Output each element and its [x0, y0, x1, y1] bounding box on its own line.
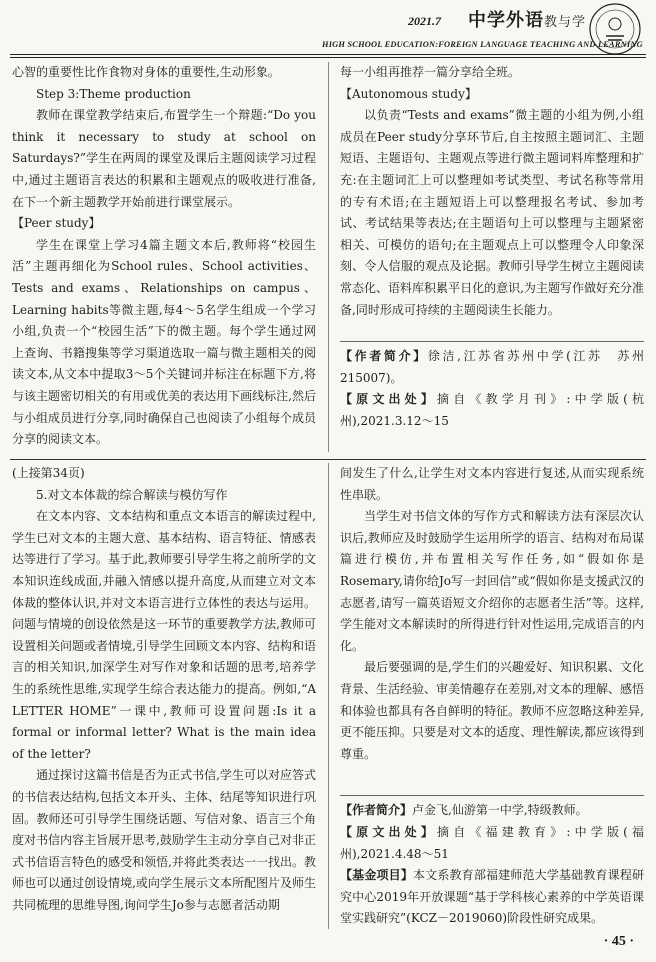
fund-info [340, 865, 644, 930]
top-left-column [12, 62, 316, 451]
source-text: 摘自《教学月刊》:中学版(杭州),2021.3.12～15 [340, 392, 644, 428]
source-label: 【原文出处】 [340, 392, 438, 407]
journal-english-title: HIGH SCHOOL EDUCATION:FOREIGN LANGUAGE TEACHING AND LEARNING [322, 40, 643, 49]
source-label: 【原文出处】 [340, 824, 438, 839]
author-info [340, 800, 644, 822]
author-label: 【作者简介】 [340, 803, 413, 818]
journal-title [468, 6, 586, 32]
column-divider [328, 463, 329, 929]
author-rule [340, 341, 644, 342]
paragraph: 通过探讨这篇书信是否为正式书信,学生可以对应答式的书信表达结构,包括文本开头、主体、结尾等知识进行巩固。教师还可引导学生围绕话题、写信对象、语言三个角度对书信内容主旨展开思考,鼓励学生主动分享自己对非正式书信语言特色的感受和领悟,并将此类表达一一找出。教师也可以通过创设情境,或向学生展示文本所配图片及师生共同梳理的思维导图,询问学生Jo参与志愿者活动期 [12, 768, 316, 912]
top-right-column [340, 62, 656, 433]
section-heading: 5.对文本体裁的综合解读与模仿写作 [36, 487, 228, 502]
author-text: 卢金飞,仙游第一中学,特级教师。 [412, 803, 588, 818]
paragraph: 每一小组再推荐一篇分享给全班。 [340, 65, 521, 79]
issue-number: 2021.7 [408, 14, 441, 28]
section-tag-autonomous-study: 【Autonomous study】 [340, 86, 477, 101]
paragraph: 教师在课堂教学结束后,布置学生一个辩题:“Do you think it necessary to study at school on Saturdays?”学生在两周的课堂及课后主题阅读学习过程中,通过主题语言表达的积累和主题观点的吸收进行准备,在下一个新主题教学开始前进行课堂展示。 [12, 108, 316, 209]
bottom-left-column [12, 463, 316, 916]
author-info [340, 346, 656, 389]
section-tag-peer-study: 【Peer study】 [12, 216, 101, 231]
header-rule-thin [10, 57, 646, 58]
source-info [340, 389, 644, 432]
source-text: 摘自《福建教育》:中学版(福州),2021.4.48～51 [340, 824, 644, 861]
fund-label: 【基金项目】 [340, 868, 413, 883]
journal-title-suffix: 教与学 [544, 15, 587, 30]
bottom-right-column [340, 463, 644, 930]
paragraph: 当学生对书信文体的写作方式和解读方法有深层次认识后,教师应及时鼓励学生运用所学的语言、结构对布局谋篇进行模仿,并布置相关写作任务,如“假如你是Rosemary,请你给Jo写一封回信”或“假如你是支援武汉的志愿者,请写一篇英语短文介绍你的志愿者生活”等。这样,学生能对文本解读时的所得进行针对性运用,完成语言的内化。 [340, 509, 644, 653]
journal-title-main: 中学外语 [468, 10, 544, 31]
paragraph: 间发生了什么,让学生对文本内容进行复述,从而实现系统性串联。 [340, 466, 644, 502]
header-rule [10, 54, 646, 55]
paragraph: 在文本内容、文本结构和重点文本语言的解读过程中,学生已对文本的主题大意、基本结构、语言特征、情感表达等进行了学习。基于此,教师要引导学生将之前所学的文本知识连线成面,并融入情感以提升高度,从而建立对文本体裁的整体认识,并对文本语言进行立体性的表达与运用。问题与情境的创设依然是这一环节的重要教学方法,教师可设置相关问题或者情境,引导学生回顾文本内容、结构和语言的相关知识,加深学生对写作对象和话题的思考,培养学生的系统性思维,实现学生综合表达能力的提高。例如,“A LETTER HOME”一课中,教师可设置问题:Is it a formal or informal letter? What is the main idea of the letter? [12, 509, 316, 761]
journal-seal-logo [588, 2, 642, 56]
fund-text: 本文系教育部福建师范大学基础教育课程研究中心2019年开放课题“基于学科核心素养的中学英语课堂实践研究”(KCZ－2019060)阶段性研究成果。 [340, 868, 644, 926]
paragraph: 学生在课堂上学习4篇主题文本后,教师将“校园生活”主题再细化为School rules、School activities、Tests and exams、Relationships on campus、Learning habits等微主题,每4～5名学生组成一个学习小组,负责一个“校园生活”下的微主题。每个学生通过网上查询、书籍搜集等学习渠道选取一篇与微主题相关的阅读文本,从文本中提取3～5个关键词并标注在标题下方,将与该主题密切相关的有用或优美的表达用下画线标注,然后与小组成员进行分享,同时确保自己也阅读了小组每个成员分享的阅读文本。 [12, 237, 316, 447]
author-text: 徐洁,江苏省苏州中学(江苏 苏州 215007)。 [340, 349, 656, 385]
step-heading: Step 3:Theme production [36, 86, 191, 101]
continued-from-note: (上接第34页) [12, 466, 85, 480]
author-rule [340, 795, 644, 796]
paragraph: 以负责“Tests and exams”微主题的小组为例,小组成员在Peer study分享环节后,自主按照主题词汇、主题短语、主题语句、主题观点等进行微主题词料库整理和扩充:在主题词汇上可以整理如考试类型、考试名称等常用的专有术语;在主题短语上可以整理报名考试、参加考试、考试结果等表达;在主题语句上可以整理与主题紧密相关、可模仿的语句;在主题观点上可以整理令人印象深刻、令人信服的观点及论据。教师引导学生树立主题阅读常态化、语料库积累平日化的意识,为主题写作做好充分准备,同时形成可持续的主题阅读生长能力。 [340, 108, 644, 317]
column-divider [328, 62, 329, 452]
paragraph: 最后要强调的是,学生们的兴趣爱好、知识积累、文化背景、生活经验、审美情趣存在差别,对文本的理解、感悟和体验也都具有各自鲜明的特征。教师不应忽略这种差异,更不能压抑。只要是对文本的适度、理性解读,都应该得到尊重。 [340, 660, 644, 761]
paragraph: 心智的重要性比作食物对身体的重要性,生动形象。 [12, 65, 280, 79]
source-info [340, 822, 644, 865]
article-separator [10, 459, 646, 460]
author-label: 【作者简介】 [340, 349, 428, 364]
page-number: · 45 · [603, 934, 634, 949]
